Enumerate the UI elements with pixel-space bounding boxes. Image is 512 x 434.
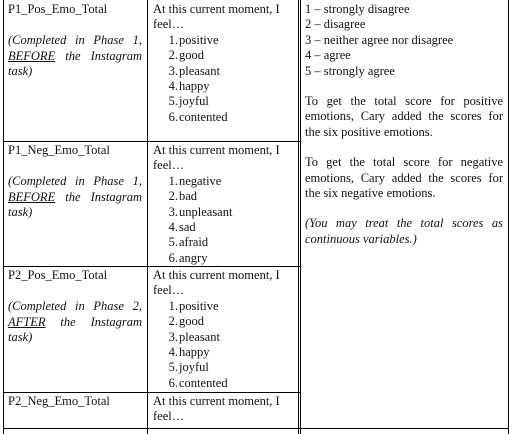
item-label: unpleasant bbox=[179, 204, 233, 219]
item-label: happy bbox=[179, 345, 210, 360]
row-4-variable-cell bbox=[8, 394, 142, 409]
list-item bbox=[153, 174, 297, 189]
list-item bbox=[153, 94, 297, 109]
item-prompt: At this current moment, I feel… bbox=[153, 143, 280, 173]
item-label: afraid bbox=[179, 235, 209, 250]
timing-note bbox=[8, 299, 142, 345]
item-label: angry bbox=[179, 250, 208, 265]
negative-score-explanation: To get the total score for negative emotions, Cary added the scores for the six negative emotions. bbox=[305, 155, 503, 201]
timing-note-suffix: the Instagram task) bbox=[8, 189, 142, 220]
row-1-variable-cell bbox=[8, 2, 142, 80]
item-prompt: At this current moment, I feel… bbox=[153, 268, 280, 298]
list-item bbox=[153, 79, 297, 94]
row-divider-1 bbox=[3, 141, 300, 142]
list-item bbox=[153, 205, 297, 220]
item-number: 1. bbox=[168, 173, 178, 188]
list-item bbox=[153, 330, 297, 345]
item-prompt: At this current moment, I feel… bbox=[153, 394, 280, 424]
list-item bbox=[153, 110, 297, 125]
item-list bbox=[153, 299, 297, 391]
item-number: 5. bbox=[168, 94, 178, 109]
list-item bbox=[153, 251, 297, 266]
row-2-variable-cell bbox=[8, 143, 142, 221]
item-label: sad bbox=[179, 220, 196, 235]
item-label: good bbox=[179, 314, 204, 329]
row-divider-3 bbox=[3, 392, 300, 393]
scale-option: 3 – neither agree nor disagree bbox=[305, 32, 454, 47]
item-number: 6. bbox=[168, 375, 178, 390]
timing-note-suffix: the Instagram task) bbox=[8, 48, 142, 79]
item-label: positive bbox=[179, 298, 219, 313]
list-item bbox=[153, 220, 297, 235]
variable-name: P2_Pos_Emo_Total bbox=[8, 268, 108, 282]
timing-note-prefix: (Completed in Phase 2, bbox=[8, 299, 142, 314]
timing-note-prefix: (Completed in Phase 1, bbox=[8, 33, 142, 48]
timing-emphasis: BEFORE bbox=[8, 48, 56, 63]
item-prompt: At this current moment, I feel… bbox=[153, 2, 280, 32]
item-number: 6. bbox=[168, 109, 178, 124]
positive-score-explanation: To get the total score for positive emotions, Cary added the scores for the six positive emotions. bbox=[305, 94, 503, 139]
item-number: 1. bbox=[168, 298, 178, 313]
item-label: contented bbox=[179, 109, 228, 124]
table-border-bottom bbox=[3, 428, 509, 429]
list-item bbox=[153, 235, 297, 250]
row-1-items-cell bbox=[153, 2, 297, 125]
list-item bbox=[153, 314, 297, 329]
list-item bbox=[153, 299, 297, 314]
item-label: pleasant bbox=[179, 329, 220, 344]
row-2-items-cell bbox=[153, 143, 297, 266]
list-item bbox=[153, 360, 297, 375]
item-label: bad bbox=[179, 189, 198, 204]
item-number: 3. bbox=[168, 329, 178, 344]
variable-name: P2_Neg_Emo_Total bbox=[8, 394, 110, 408]
item-number: 4. bbox=[168, 79, 178, 94]
item-label: positive bbox=[179, 32, 219, 47]
item-label: pleasant bbox=[179, 63, 220, 78]
row-3-variable-cell bbox=[8, 268, 142, 346]
list-item bbox=[153, 64, 297, 79]
timing-emphasis: AFTER bbox=[8, 314, 46, 329]
scale-option: 2 – disagree bbox=[305, 17, 366, 32]
row-4-items-cell bbox=[153, 394, 297, 425]
item-label: joyful bbox=[179, 360, 209, 375]
list-item bbox=[153, 376, 297, 391]
item-label: contented bbox=[179, 375, 228, 390]
list-item bbox=[153, 48, 297, 63]
item-list bbox=[153, 33, 297, 125]
table-divider-col2b bbox=[300, 0, 301, 434]
list-item bbox=[153, 345, 297, 360]
item-number: 6. bbox=[168, 250, 178, 265]
item-number: 5. bbox=[168, 235, 178, 250]
scale-option: 1 – strongly disagree bbox=[305, 2, 410, 16]
list-item bbox=[153, 189, 297, 204]
item-label: good bbox=[179, 48, 204, 63]
item-number: 2. bbox=[168, 314, 178, 329]
scale-option: 5 – strongly agree bbox=[305, 63, 395, 78]
item-number: 4. bbox=[168, 220, 178, 235]
item-label: negative bbox=[179, 173, 222, 188]
item-label: joyful bbox=[179, 94, 209, 109]
variable-name: P1_Neg_Emo_Total bbox=[8, 143, 110, 157]
table-divider-col1 bbox=[147, 0, 148, 434]
item-number: 4. bbox=[168, 345, 178, 360]
item-number: 3. bbox=[168, 204, 178, 219]
row-3-items-cell bbox=[153, 268, 297, 391]
scale-option: 4 – agree bbox=[305, 48, 351, 63]
scale-description-cell bbox=[305, 2, 503, 247]
timing-note-suffix: the Instagram task) bbox=[8, 314, 142, 345]
item-label: happy bbox=[179, 79, 210, 94]
variable-name: P1_Pos_Emo_Total bbox=[8, 2, 108, 16]
continuous-variable-note: (You may treat the total scores as continuous variables.) bbox=[305, 216, 503, 246]
item-number: 2. bbox=[168, 48, 178, 63]
table-border-right bbox=[508, 0, 509, 434]
item-number: 1. bbox=[168, 32, 178, 47]
list-item bbox=[153, 33, 297, 48]
item-list bbox=[153, 174, 297, 266]
table-border-left bbox=[3, 0, 4, 434]
item-number: 5. bbox=[168, 360, 178, 375]
timing-note-prefix: (Completed in Phase 1, bbox=[8, 174, 142, 189]
timing-note bbox=[8, 174, 142, 220]
timing-note bbox=[8, 33, 142, 79]
item-number: 2. bbox=[168, 189, 178, 204]
timing-emphasis: BEFORE bbox=[8, 189, 56, 204]
table-divider-col2 bbox=[298, 0, 299, 434]
item-number: 3. bbox=[168, 63, 178, 78]
